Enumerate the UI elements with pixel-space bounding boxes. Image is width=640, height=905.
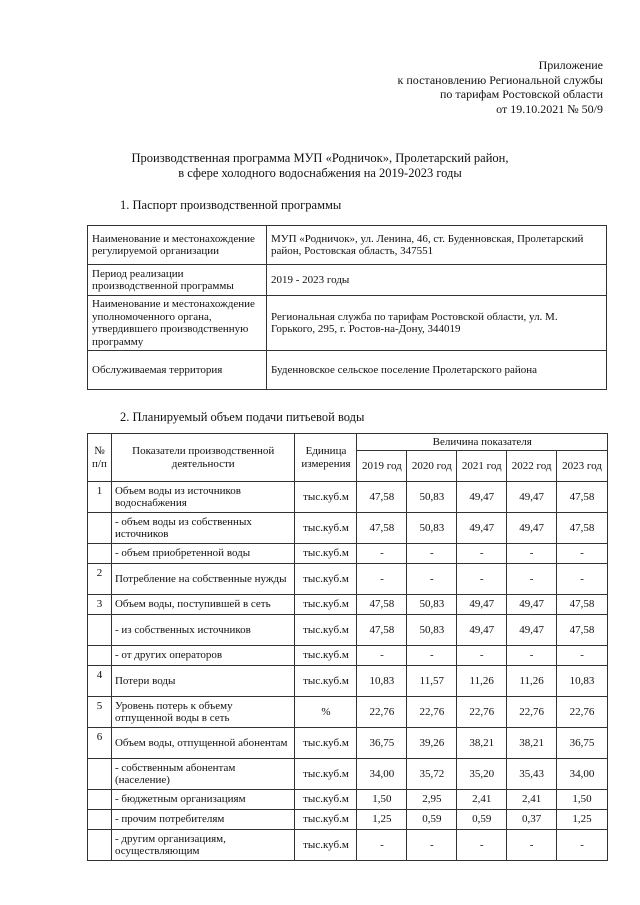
col-header-year: 2022 год — [507, 451, 557, 482]
row-value: - — [407, 544, 457, 564]
title-line: в сфере холодного водоснабжения на 2019-2023 годы — [178, 166, 462, 180]
row-value: 35,20 — [457, 759, 507, 790]
row-value: 35,43 — [507, 759, 557, 790]
row-unit: тыс.куб.м — [295, 666, 357, 697]
table-row — [88, 564, 608, 595]
row-num: 2 — [88, 564, 112, 595]
row-num — [88, 544, 112, 564]
row-unit: тыс.куб.м — [295, 790, 357, 810]
row-name: - другим организациям, осуществляющим — [111, 830, 295, 861]
passport-table — [87, 225, 607, 390]
col-header-year: 2019 год — [357, 451, 407, 482]
passport-value: Буденновское сельское поселение Пролетарского района — [267, 351, 607, 390]
row-value: 49,47 — [507, 513, 557, 544]
row-value: 47,58 — [557, 615, 608, 646]
passport-label: Наименование и местонахождение регулируемой организации — [88, 226, 267, 265]
row-value: - — [457, 646, 507, 666]
table-row — [88, 697, 608, 728]
row-value: - — [357, 564, 407, 595]
row-value: 22,76 — [457, 697, 507, 728]
appendix-line: Приложение — [538, 58, 603, 72]
row-value: 36,75 — [557, 728, 608, 759]
row-value: 38,21 — [507, 728, 557, 759]
row-value: 1,25 — [557, 810, 608, 830]
row-num: 4 — [88, 666, 112, 697]
row-unit: тыс.куб.м — [295, 544, 357, 564]
table-row — [88, 666, 608, 697]
row-value: - — [557, 646, 608, 666]
row-value: 39,26 — [407, 728, 457, 759]
row-name: - объем воды из собственных источников — [111, 513, 295, 544]
row-value: 34,00 — [557, 759, 608, 790]
title-line: Производственная программа МУП «Родничок», Пролетарский район, — [131, 151, 509, 165]
row-unit: тыс.куб.м — [295, 830, 357, 861]
section-1-heading: 1. Паспорт производственной программы — [120, 198, 342, 212]
row-value: - — [407, 564, 457, 595]
table-row — [88, 296, 607, 351]
row-name: Объем воды из источников водоснабжения — [111, 482, 295, 513]
row-value: - — [457, 544, 507, 564]
row-value: 11,26 — [457, 666, 507, 697]
row-value: 49,47 — [457, 482, 507, 513]
col-header-unit: Единица измерения — [295, 434, 357, 482]
table-row — [88, 790, 608, 810]
table-row — [88, 544, 608, 564]
table-row — [88, 513, 608, 544]
passport-value: Региональная служба по тарифам Ростовской области, ул. М. Горького, 295, г. Ростов-на-Дону, 344019 — [267, 296, 607, 351]
row-value: 22,76 — [407, 697, 457, 728]
row-value: 10,83 — [357, 666, 407, 697]
row-unit: тыс.куб.м — [295, 759, 357, 790]
row-value: 47,58 — [557, 513, 608, 544]
col-header-value: Величина показателя — [357, 434, 608, 451]
row-unit: тыс.куб.м — [295, 482, 357, 513]
row-num — [88, 810, 112, 830]
row-value: 47,58 — [357, 615, 407, 646]
row-value: 0,59 — [457, 810, 507, 830]
row-value: 49,47 — [457, 595, 507, 615]
table-row — [88, 728, 608, 759]
row-value: 49,47 — [457, 615, 507, 646]
row-unit: тыс.куб.м — [295, 728, 357, 759]
table-row — [88, 810, 608, 830]
row-unit: тыс.куб.м — [295, 615, 357, 646]
row-value: - — [407, 830, 457, 861]
row-num — [88, 513, 112, 544]
row-num: 5 — [88, 697, 112, 728]
row-num — [88, 830, 112, 861]
passport-label: Период реализации производственной программы — [88, 265, 267, 296]
row-unit: тыс.куб.м — [295, 513, 357, 544]
row-value: 47,58 — [557, 482, 608, 513]
row-value: 47,58 — [357, 513, 407, 544]
row-value: 0,37 — [507, 810, 557, 830]
row-value: - — [457, 564, 507, 595]
row-value: 47,58 — [557, 595, 608, 615]
document-title — [0, 151, 640, 181]
table-row — [88, 615, 608, 646]
row-value: - — [507, 646, 557, 666]
water-volume-table — [87, 433, 608, 861]
row-value: - — [507, 830, 557, 861]
row-name: Потери воды — [111, 666, 295, 697]
row-num — [88, 759, 112, 790]
row-value: 50,83 — [407, 615, 457, 646]
col-header-year: 2021 год — [457, 451, 507, 482]
row-value: 49,47 — [457, 513, 507, 544]
table-row — [88, 646, 608, 666]
row-value: 2,41 — [457, 790, 507, 810]
header-row — [88, 434, 608, 451]
row-value: 10,83 — [557, 666, 608, 697]
row-name: Потребление на собственные нужды — [111, 564, 295, 595]
row-value: 49,47 — [507, 595, 557, 615]
row-value: 22,76 — [357, 697, 407, 728]
table-row — [88, 759, 608, 790]
row-value: - — [357, 646, 407, 666]
row-value: 11,26 — [507, 666, 557, 697]
row-unit: тыс.куб.м — [295, 595, 357, 615]
row-name: Объем воды, поступившей в сеть — [111, 595, 295, 615]
appendix-header — [398, 58, 603, 116]
section-2-heading: 2. Планируемый объем подачи питьевой воды — [120, 410, 365, 424]
row-value: - — [407, 646, 457, 666]
row-name: Объем воды, отпущенной абонентам — [111, 728, 295, 759]
col-header-num: № п/п — [88, 434, 112, 482]
table-row — [88, 830, 608, 861]
table-row — [88, 265, 607, 296]
row-value: 0,59 — [407, 810, 457, 830]
row-unit: тыс.куб.м — [295, 810, 357, 830]
row-value: - — [357, 544, 407, 564]
row-value: 22,76 — [507, 697, 557, 728]
row-unit: тыс.куб.м — [295, 646, 357, 666]
table-row — [88, 482, 608, 513]
row-value: - — [507, 564, 557, 595]
col-header-year: 2020 год — [407, 451, 457, 482]
passport-value: МУП «Родничок», ул. Ленина, 46, ст. Буденновская, Пролетарский район, Ростовская область, 347551 — [267, 226, 607, 265]
row-value: - — [507, 544, 557, 564]
row-value: 35,72 — [407, 759, 457, 790]
row-name: - от других операторов — [111, 646, 295, 666]
row-value: 50,83 — [407, 482, 457, 513]
col-header-year: 2023 год — [557, 451, 608, 482]
row-value: 34,00 — [357, 759, 407, 790]
appendix-line: от 19.10.2021 № 50/9 — [496, 101, 603, 116]
table-row — [88, 351, 607, 390]
row-value: 11,57 — [407, 666, 457, 697]
row-name: Уровень потерь к объему отпущенной воды в сеть — [111, 697, 295, 728]
row-value: 50,83 — [407, 595, 457, 615]
table-row — [88, 595, 608, 615]
row-value: 47,58 — [357, 595, 407, 615]
row-value: 50,83 — [407, 513, 457, 544]
row-num: 3 — [88, 595, 112, 615]
row-value: 2,95 — [407, 790, 457, 810]
row-name: - объем приобретенной воды — [111, 544, 295, 564]
table-row — [88, 226, 607, 265]
row-num — [88, 615, 112, 646]
col-header-indicator: Показатели производственной деятельности — [111, 434, 295, 482]
row-num: 6 — [88, 728, 112, 759]
row-value: 1,50 — [557, 790, 608, 810]
appendix-line: к постановлению Региональной службы — [397, 72, 603, 87]
row-value: 1,25 — [357, 810, 407, 830]
row-name: - бюджетным организациям — [111, 790, 295, 810]
row-value: - — [557, 830, 608, 861]
row-value: 49,47 — [507, 482, 557, 513]
row-value: 1,50 — [357, 790, 407, 810]
row-value: 22,76 — [557, 697, 608, 728]
appendix-line: по тарифам Ростовской области — [439, 87, 603, 101]
row-num — [88, 790, 112, 810]
row-value: 38,21 — [457, 728, 507, 759]
row-value: 47,58 — [357, 482, 407, 513]
row-name: - собственным абонентам (население) — [111, 759, 295, 790]
passport-label: Обслуживаемая территория — [88, 351, 267, 390]
row-value: - — [357, 830, 407, 861]
row-name: - из собственных источников — [111, 615, 295, 646]
row-value: - — [557, 544, 608, 564]
row-value: - — [557, 564, 608, 595]
row-unit: тыс.куб.м — [295, 564, 357, 595]
row-num — [88, 646, 112, 666]
row-value: 49,47 — [507, 615, 557, 646]
row-value: 2,41 — [507, 790, 557, 810]
row-unit: % — [295, 697, 357, 728]
passport-label: Наименование и местонахождение уполномоченного органа, утвердившего производственную программу — [88, 296, 267, 351]
row-name: - прочим потребителям — [111, 810, 295, 830]
row-value: - — [457, 830, 507, 861]
row-value: 36,75 — [357, 728, 407, 759]
passport-value: 2019 - 2023 годы — [267, 265, 607, 296]
row-num: 1 — [88, 482, 112, 513]
